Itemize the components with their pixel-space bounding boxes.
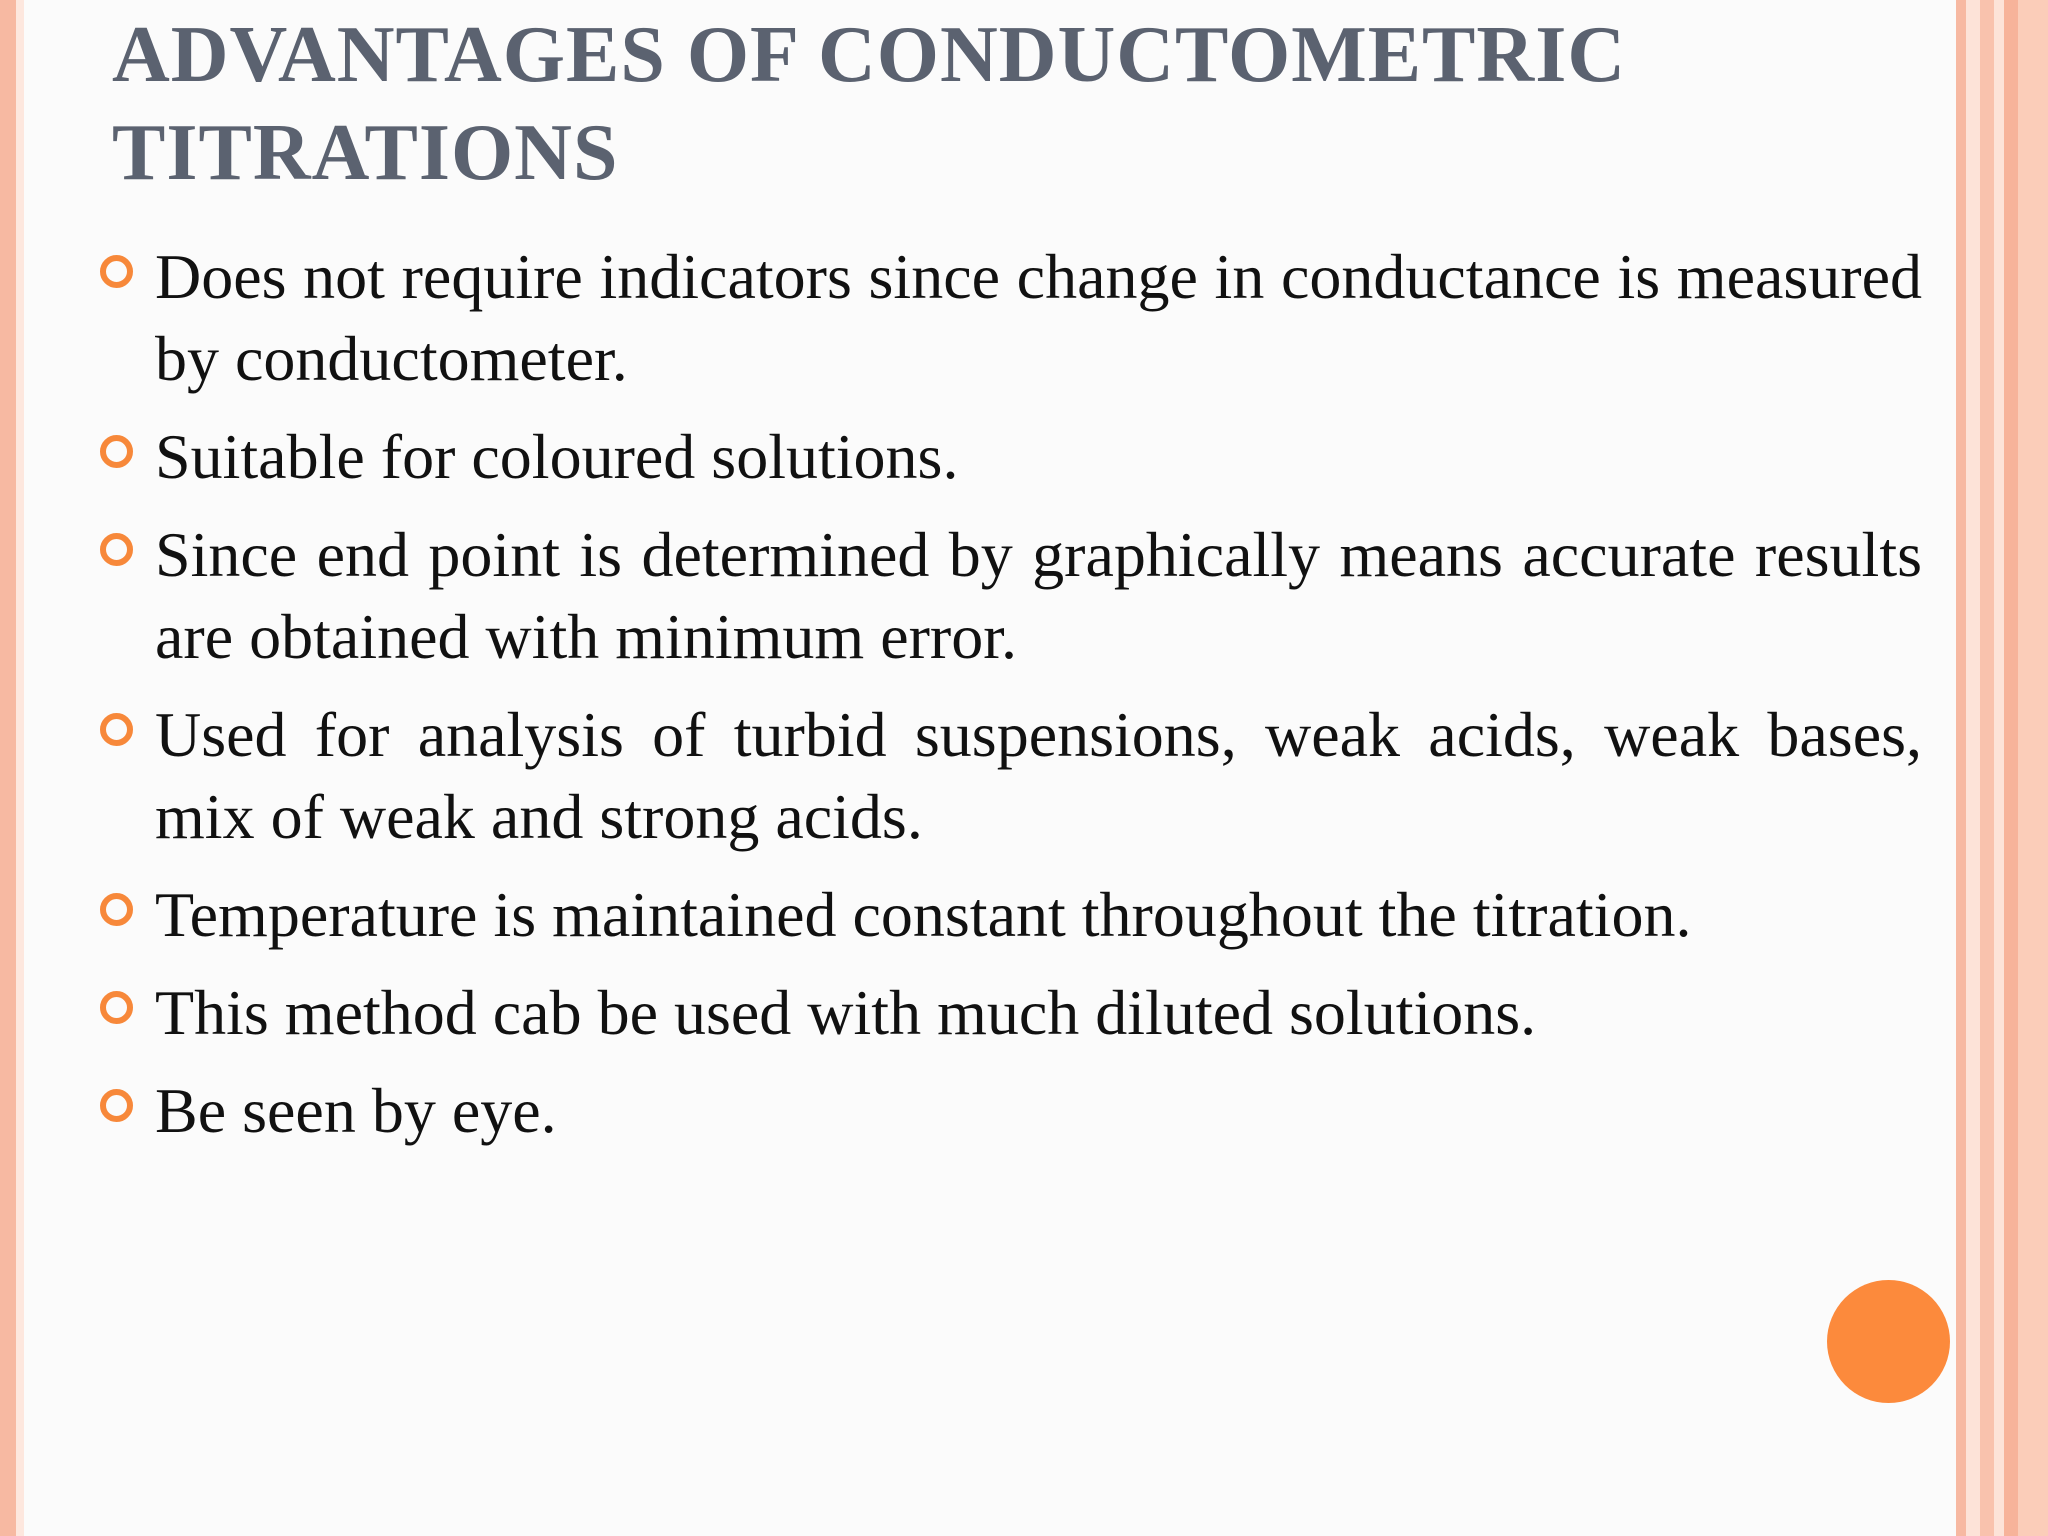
hollow-circle-bullet-icon bbox=[100, 713, 133, 746]
bullet-item bbox=[100, 874, 1922, 956]
bullet-item bbox=[100, 972, 1922, 1054]
bullet-list bbox=[100, 236, 1922, 1168]
hollow-circle-bullet-icon bbox=[100, 991, 133, 1024]
bullet-item bbox=[100, 694, 1922, 858]
right-border-stripe-2 bbox=[1966, 0, 1980, 1536]
bullet-item bbox=[100, 514, 1922, 678]
right-border-stripe-6 bbox=[2018, 0, 2048, 1536]
left-border-inner-stripe bbox=[16, 0, 24, 1536]
hollow-circle-bullet-icon bbox=[100, 533, 133, 566]
bullet-text: Used for analysis of turbid suspensions, weak acids, weak bases, mix of weak and strong acids. bbox=[155, 699, 1922, 852]
bullet-text: Since end point is determined by graphically means accurate results are obtained with minimum error. bbox=[155, 519, 1922, 672]
slide-title: ADVANTAGES OF CONDUCTOMETRIC TITRATIONS bbox=[112, 11, 1627, 197]
hollow-circle-bullet-icon bbox=[100, 255, 133, 288]
bullet-text: Be seen by eye. bbox=[155, 1075, 557, 1146]
right-border-stripe-5 bbox=[2004, 0, 2018, 1536]
bullet-text: Temperature is maintained constant throughout the titration. bbox=[155, 879, 1692, 950]
bullet-text: Suitable for coloured solutions. bbox=[155, 421, 959, 492]
bullet-item bbox=[100, 236, 1922, 400]
right-border-stripe-4 bbox=[1994, 0, 2004, 1536]
hollow-circle-bullet-icon bbox=[100, 1089, 133, 1122]
bullet-item bbox=[100, 1070, 1922, 1152]
hollow-circle-bullet-icon bbox=[100, 893, 133, 926]
orange-circle-icon bbox=[1827, 1280, 1950, 1403]
left-border-stripe bbox=[0, 0, 16, 1536]
right-border-stripe-3 bbox=[1980, 0, 1994, 1536]
bullet-item bbox=[100, 416, 1922, 498]
bullet-text: Does not require indicators since change in conductance is measured by conductometer. bbox=[155, 241, 1922, 394]
bullet-text: This method cab be used with much diluted solutions. bbox=[155, 977, 1537, 1048]
hollow-circle-bullet-icon bbox=[100, 435, 133, 468]
right-border-stripe-1 bbox=[1956, 0, 1966, 1536]
